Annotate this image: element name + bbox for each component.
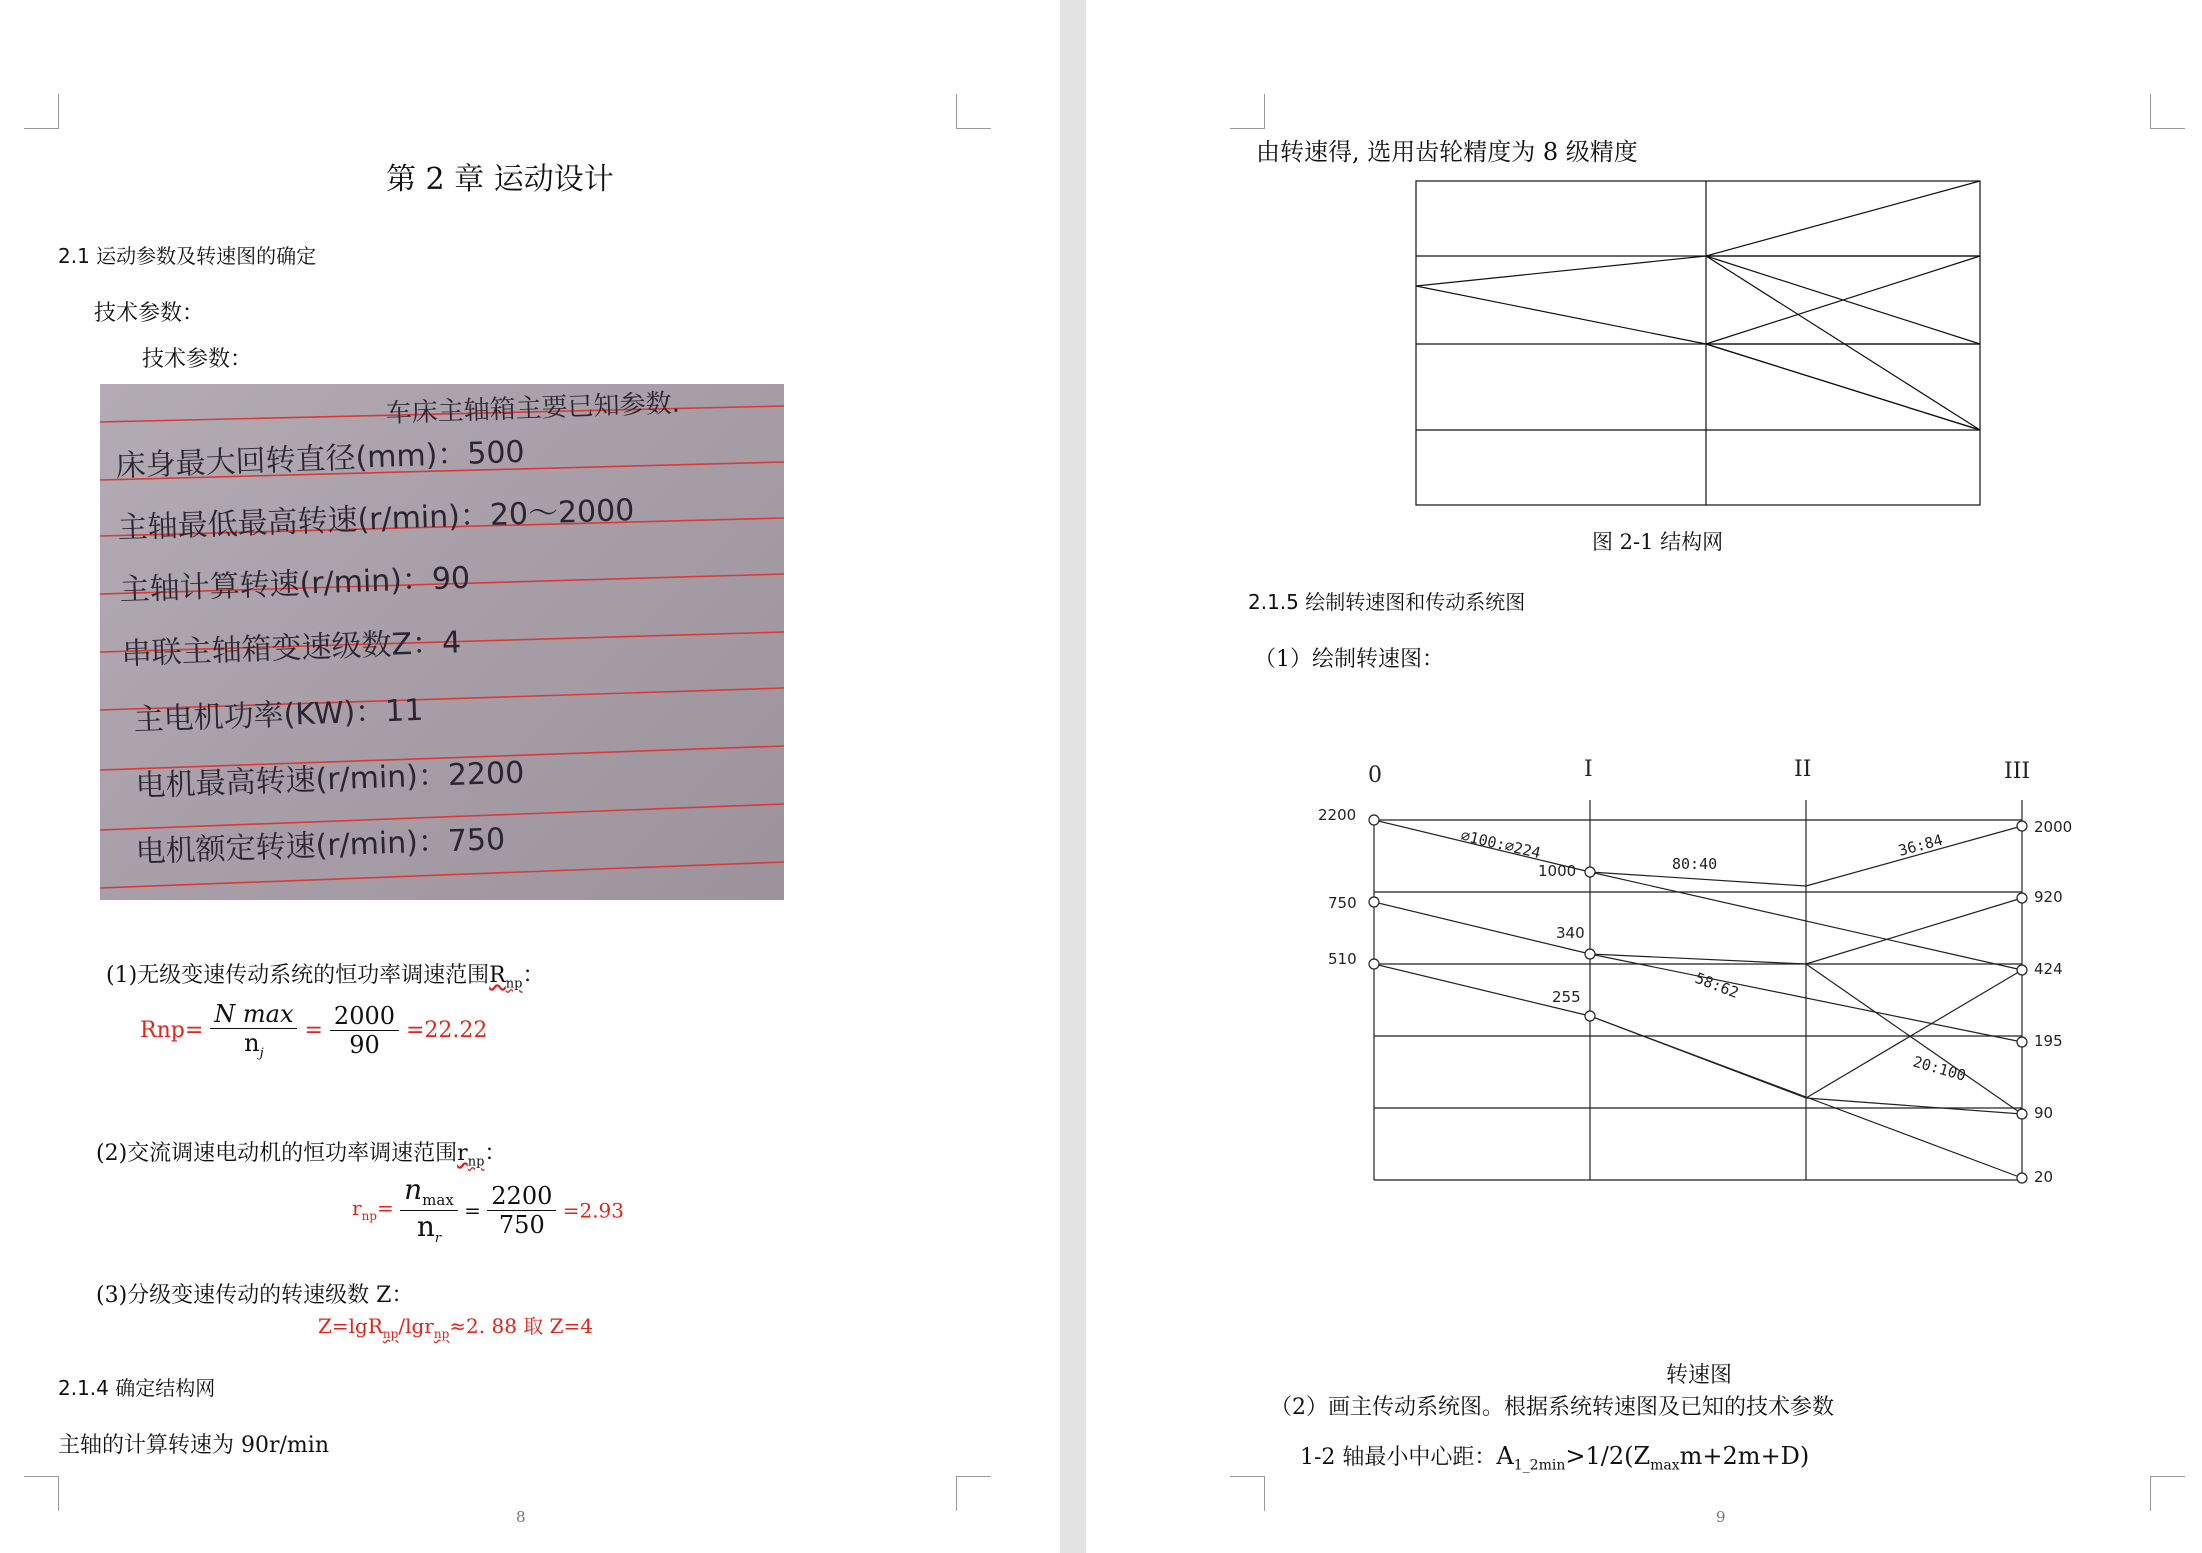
speed-chart bbox=[1312, 748, 2158, 1190]
speed-label: 920 bbox=[2034, 888, 2063, 906]
center-distance-formula: 1-2 轴最小中心距：$A_{1\_2min}>1/2(Z_{max}m+2m+D)$ bbox=[1300, 1442, 1810, 1474]
ratio-label: 58:62 bbox=[1692, 968, 1742, 1002]
handwritten-params-photo bbox=[100, 384, 784, 900]
speed-label: 510 bbox=[1328, 950, 1357, 968]
speed-label: 2000 bbox=[2034, 818, 2073, 836]
crop-mark bbox=[2150, 94, 2185, 129]
speed-label: 424 bbox=[2034, 960, 2063, 978]
handwritten-line: 床身最大回转直径(mm)：500 bbox=[115, 434, 526, 484]
handwritten-line: 电机额定转速(r/min)：750 bbox=[135, 822, 506, 870]
chapter-title: 第 2 章 运动设计 bbox=[386, 162, 614, 197]
shaft-label: II bbox=[1794, 757, 1812, 782]
item-3-text: (3)分级变速传动的转速级数 Z： bbox=[96, 1283, 414, 1308]
page-number: 8 bbox=[516, 1508, 526, 1526]
equation-rnp: Rnp= $\frac{\text{N max}}{n_j}$ = $\frac{2000}{90}$ =22.22 bbox=[140, 1000, 488, 1061]
speed-label: 340 bbox=[1556, 924, 1585, 942]
handwritten-line: 串联主轴箱变速级数Z：4 bbox=[121, 625, 462, 672]
ratio-label: ⌀100:⌀224 bbox=[1459, 826, 1543, 863]
structure-network-figure bbox=[1414, 178, 1984, 508]
crop-mark bbox=[24, 94, 59, 129]
crop-mark bbox=[2150, 1476, 2185, 1511]
speed-label: 2200 bbox=[1318, 806, 1357, 824]
ratio-label: 20:100 bbox=[1910, 1052, 1968, 1085]
item-2-text: (2)交流调速电动机的恒功率调速范围$r_{np}$： bbox=[96, 1141, 507, 1170]
page-gutter bbox=[1060, 0, 1086, 1553]
equation-z: Z=lgR$_{np}$/lgr$_{np}$≈2. 88 取 Z=4 bbox=[318, 1314, 594, 1341]
handwritten-line: 主轴最低最高转速(r/min)：20～2000 bbox=[117, 492, 635, 546]
page-8 bbox=[0, 0, 1060, 1553]
handwritten-line: 电机最高转速(r/min)：2200 bbox=[135, 755, 525, 804]
speed-label: 195 bbox=[2034, 1032, 2063, 1050]
page-9 bbox=[1086, 0, 2202, 1553]
crop-mark bbox=[956, 94, 991, 129]
speed-chart-caption: 转速图 bbox=[1666, 1363, 1733, 1388]
crop-mark bbox=[1230, 94, 1265, 129]
handwritten-line: 主轴计算转速(r/min)：90 bbox=[119, 560, 471, 608]
crop-mark bbox=[956, 1476, 991, 1511]
spindle-speed-text: 主轴的计算转速为 90r/min bbox=[58, 1433, 329, 1458]
ratio-label: 80:40 bbox=[1672, 855, 1718, 873]
shaft-label: 0 bbox=[1368, 763, 1382, 788]
speed-label: 750 bbox=[1328, 894, 1357, 912]
ratio-label: 36:84 bbox=[1896, 830, 1945, 860]
gear-precision-text: 由转速得, 选用齿轮精度为 8 级精度 bbox=[1256, 138, 1638, 166]
tech-params-label: 技术参数： bbox=[142, 347, 253, 372]
tech-params-label: 技术参数： bbox=[94, 301, 205, 326]
item-2-transmission: （2）画主传动系统图。根据系统转速图及已知的技术参数 bbox=[1270, 1395, 1834, 1420]
handwritten-title: 车床主轴箱主要已知参数. bbox=[385, 388, 681, 429]
speed-label: 90 bbox=[2034, 1104, 2054, 1122]
shaft-label: III bbox=[2004, 759, 2031, 784]
figure-caption: 图 2-1 结构网 bbox=[1592, 530, 1724, 554]
page-number: 9 bbox=[1716, 1508, 1726, 1526]
crop-mark bbox=[24, 1476, 59, 1511]
crop-mark bbox=[1230, 1476, 1265, 1511]
speed-label: 255 bbox=[1552, 988, 1581, 1006]
equation-rnp-motor: $r_{np}=$ $\frac{n_{max}}{n_r}$ = $\frac{2200}{750}$ =2.93 bbox=[352, 1173, 625, 1246]
section-heading-2-1: 2.1 运动参数及转速图的确定 bbox=[58, 244, 317, 268]
speed-label: 1000 bbox=[1538, 862, 1577, 880]
section-heading-2-1-5: 2.1.5 绘制转速图和传动系统图 bbox=[1248, 590, 1526, 614]
section-heading-2-1-4: 2.1.4 确定结构网 bbox=[58, 1376, 216, 1400]
item-1-text: (1)无级变速传动系统的恒功率调速范围$R_{np}$： bbox=[106, 963, 545, 992]
handwritten-line: 主电机功率(KW)：11 bbox=[133, 692, 424, 738]
shaft-label: I bbox=[1584, 757, 1593, 782]
item-1-speed-chart: （1）绘制转速图： bbox=[1254, 647, 1444, 672]
speed-label: 20 bbox=[2034, 1168, 2054, 1186]
